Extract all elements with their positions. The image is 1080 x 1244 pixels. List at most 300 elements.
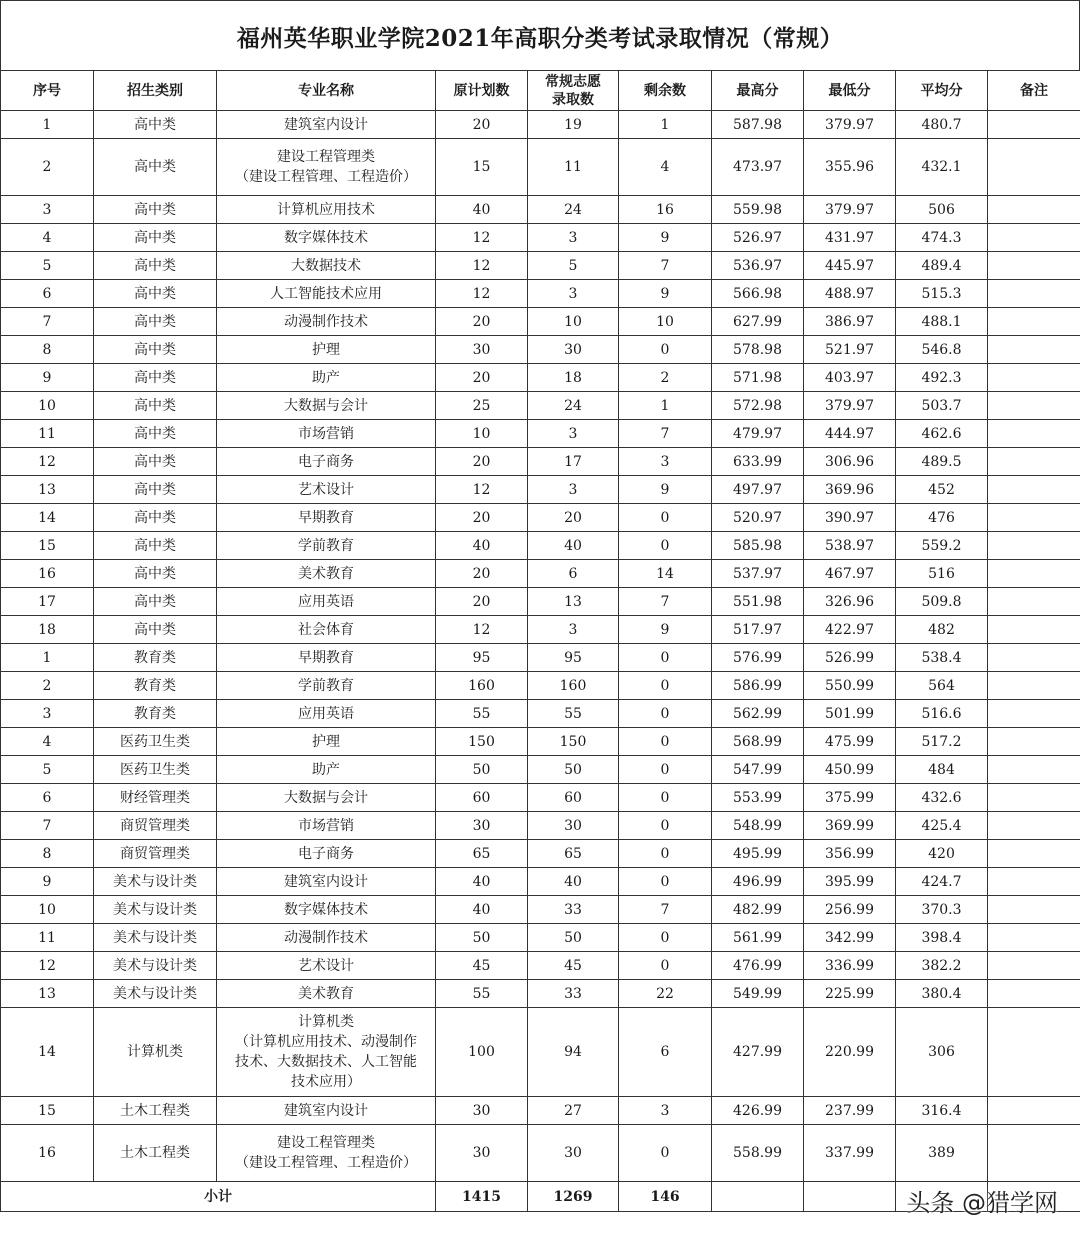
cell-admitted: 30 bbox=[528, 336, 619, 364]
cell-note bbox=[988, 840, 1080, 868]
table-row bbox=[1, 728, 1080, 756]
cell-max-score: 571.98 bbox=[712, 364, 804, 392]
table-row bbox=[1, 644, 1080, 672]
cell-avg-score: 370.3 bbox=[896, 896, 988, 924]
cell-category: 高中类 bbox=[94, 588, 217, 616]
cell-remaining: 0 bbox=[619, 728, 712, 756]
cell-max-score: 526.97 bbox=[712, 224, 804, 252]
cell-avg-score: 420 bbox=[896, 840, 988, 868]
cell-major: 动漫制作技术 bbox=[217, 924, 436, 952]
subtotal-admit: 1269 bbox=[528, 1182, 619, 1212]
cell-category: 高中类 bbox=[94, 560, 217, 588]
cell-index: 2 bbox=[1, 139, 94, 196]
cell-plan: 60 bbox=[436, 784, 528, 812]
cell-admitted: 50 bbox=[528, 756, 619, 784]
table-row bbox=[1, 896, 1080, 924]
cell-category: 美术与设计类 bbox=[94, 896, 217, 924]
table-row bbox=[1, 560, 1080, 588]
cell-min-score: 337.99 bbox=[804, 1125, 896, 1182]
cell-min-score: 403.97 bbox=[804, 364, 896, 392]
cell-plan: 45 bbox=[436, 952, 528, 980]
cell-index: 7 bbox=[1, 812, 94, 840]
cell-max-score: 479.97 bbox=[712, 420, 804, 448]
cell-max-score: 559.98 bbox=[712, 196, 804, 224]
cell-note bbox=[988, 924, 1080, 952]
cell-plan: 40 bbox=[436, 532, 528, 560]
cell-plan: 20 bbox=[436, 448, 528, 476]
cell-avg-score: 476 bbox=[896, 504, 988, 532]
cell-category: 教育类 bbox=[94, 644, 217, 672]
cell-note bbox=[988, 448, 1080, 476]
cell-category: 高中类 bbox=[94, 504, 217, 532]
cell-category: 高中类 bbox=[94, 280, 217, 308]
cell-plan: 20 bbox=[436, 308, 528, 336]
cell-max-score: 476.99 bbox=[712, 952, 804, 980]
cell-category: 高中类 bbox=[94, 336, 217, 364]
table-row bbox=[1, 420, 1080, 448]
cell-plan: 40 bbox=[436, 868, 528, 896]
cell-plan: 12 bbox=[436, 224, 528, 252]
cell-category: 教育类 bbox=[94, 672, 217, 700]
cell-admitted: 160 bbox=[528, 672, 619, 700]
cell-category: 美术与设计类 bbox=[94, 980, 217, 1008]
cell-remaining: 0 bbox=[619, 504, 712, 532]
table-row bbox=[1, 448, 1080, 476]
cell-index: 16 bbox=[1, 560, 94, 588]
cell-major: 应用英语 bbox=[217, 588, 436, 616]
cell-max-score: 427.99 bbox=[712, 1008, 804, 1097]
cell-remaining: 7 bbox=[619, 252, 712, 280]
cell-remaining: 0 bbox=[619, 924, 712, 952]
table-row bbox=[1, 476, 1080, 504]
cell-avg-score: 546.8 bbox=[896, 336, 988, 364]
table-row bbox=[1, 252, 1080, 280]
cell-min-score: 501.99 bbox=[804, 700, 896, 728]
cell-remaining: 0 bbox=[619, 532, 712, 560]
cell-index: 6 bbox=[1, 280, 94, 308]
cell-index: 7 bbox=[1, 308, 94, 336]
cell-min-score: 431.97 bbox=[804, 224, 896, 252]
cell-min-score: 445.97 bbox=[804, 252, 896, 280]
cell-category: 高中类 bbox=[94, 224, 217, 252]
cell-note bbox=[988, 588, 1080, 616]
cell-max-score: 547.99 bbox=[712, 756, 804, 784]
cell-admitted: 19 bbox=[528, 111, 619, 139]
table-row bbox=[1, 784, 1080, 812]
cell-avg-score: 515.3 bbox=[896, 280, 988, 308]
cell-remaining: 9 bbox=[619, 280, 712, 308]
cell-index: 8 bbox=[1, 336, 94, 364]
cell-index: 13 bbox=[1, 476, 94, 504]
cell-note bbox=[988, 476, 1080, 504]
cell-remaining: 16 bbox=[619, 196, 712, 224]
table-row bbox=[1, 588, 1080, 616]
table-row bbox=[1, 812, 1080, 840]
cell-avg-score: 462.6 bbox=[896, 420, 988, 448]
cell-category: 计算机类 bbox=[94, 1008, 217, 1097]
cell-major: 学前教育 bbox=[217, 532, 436, 560]
cell-category: 财经管理类 bbox=[94, 784, 217, 812]
cell-max-score: 587.98 bbox=[712, 111, 804, 139]
cell-plan: 30 bbox=[436, 336, 528, 364]
cell-max-score: 548.99 bbox=[712, 812, 804, 840]
header-cell: 专业名称 bbox=[217, 71, 436, 111]
cell-category: 土木工程类 bbox=[94, 1125, 217, 1182]
cell-max-score: 517.97 bbox=[712, 616, 804, 644]
cell-min-score: 379.97 bbox=[804, 392, 896, 420]
cell-index: 14 bbox=[1, 1008, 94, 1097]
cell-note bbox=[988, 672, 1080, 700]
cell-category: 医药卫生类 bbox=[94, 728, 217, 756]
cell-min-score: 342.99 bbox=[804, 924, 896, 952]
cell-min-score: 386.97 bbox=[804, 308, 896, 336]
cell-major: 数字媒体技术 bbox=[217, 224, 436, 252]
cell-category: 高中类 bbox=[94, 532, 217, 560]
cell-note bbox=[988, 952, 1080, 980]
cell-category: 高中类 bbox=[94, 616, 217, 644]
cell-note bbox=[988, 868, 1080, 896]
cell-admitted: 3 bbox=[528, 616, 619, 644]
cell-remaining: 2 bbox=[619, 364, 712, 392]
cell-index: 11 bbox=[1, 420, 94, 448]
cell-index: 3 bbox=[1, 700, 94, 728]
header-cell: 最高分 bbox=[712, 71, 804, 111]
table-row bbox=[1, 952, 1080, 980]
subtotal-plan: 1415 bbox=[436, 1182, 528, 1212]
cell-max-score: 585.98 bbox=[712, 532, 804, 560]
table-row bbox=[1, 672, 1080, 700]
table-row bbox=[1, 868, 1080, 896]
header-cell: 剩余数 bbox=[619, 71, 712, 111]
cell-min-score: 379.97 bbox=[804, 196, 896, 224]
cell-plan: 15 bbox=[436, 139, 528, 196]
table-row bbox=[1, 616, 1080, 644]
cell-remaining: 9 bbox=[619, 224, 712, 252]
cell-category: 商贸管理类 bbox=[94, 840, 217, 868]
cell-remaining: 0 bbox=[619, 756, 712, 784]
cell-min-score: 336.99 bbox=[804, 952, 896, 980]
cell-admitted: 27 bbox=[528, 1097, 619, 1125]
cell-index: 5 bbox=[1, 252, 94, 280]
table-row bbox=[1, 700, 1080, 728]
cell-note bbox=[988, 336, 1080, 364]
cell-category: 高中类 bbox=[94, 111, 217, 139]
cell-avg-score: 564 bbox=[896, 672, 988, 700]
cell-plan: 30 bbox=[436, 1125, 528, 1182]
cell-remaining: 9 bbox=[619, 616, 712, 644]
table-row bbox=[1, 196, 1080, 224]
cell-admitted: 150 bbox=[528, 728, 619, 756]
cell-avg-score: 492.3 bbox=[896, 364, 988, 392]
cell-index: 1 bbox=[1, 644, 94, 672]
table-row bbox=[1, 840, 1080, 868]
header-cell: 招生类别 bbox=[94, 71, 217, 111]
cell-plan: 55 bbox=[436, 980, 528, 1008]
cell-note bbox=[988, 756, 1080, 784]
table-row bbox=[1, 111, 1080, 139]
cell-index: 11 bbox=[1, 924, 94, 952]
cell-major: 助产 bbox=[217, 756, 436, 784]
header-cell: 常规志愿 录取数 bbox=[528, 71, 619, 111]
cell-index: 16 bbox=[1, 1125, 94, 1182]
cell-min-score: 256.99 bbox=[804, 896, 896, 924]
cell-note bbox=[988, 728, 1080, 756]
table-row bbox=[1, 139, 1080, 196]
cell-min-score: 538.97 bbox=[804, 532, 896, 560]
cell-admitted: 24 bbox=[528, 392, 619, 420]
header-cell: 序号 bbox=[1, 71, 94, 111]
cell-major: 建筑室内设计 bbox=[217, 111, 436, 139]
cell-major: 建筑室内设计 bbox=[217, 868, 436, 896]
cell-remaining: 0 bbox=[619, 672, 712, 700]
cell-avg-score: 316.4 bbox=[896, 1097, 988, 1125]
cell-major: 早期教育 bbox=[217, 644, 436, 672]
cell-max-score: 496.99 bbox=[712, 868, 804, 896]
cell-category: 医药卫生类 bbox=[94, 756, 217, 784]
cell-min-score: 356.99 bbox=[804, 840, 896, 868]
table-row bbox=[1, 756, 1080, 784]
cell-min-score: 326.96 bbox=[804, 588, 896, 616]
cell-index: 15 bbox=[1, 532, 94, 560]
table-row bbox=[1, 532, 1080, 560]
cell-note bbox=[988, 280, 1080, 308]
table-row bbox=[1, 392, 1080, 420]
cell-plan: 50 bbox=[436, 924, 528, 952]
cell-admitted: 33 bbox=[528, 896, 619, 924]
cell-note bbox=[988, 644, 1080, 672]
cell-index: 15 bbox=[1, 1097, 94, 1125]
cell-remaining: 7 bbox=[619, 420, 712, 448]
cell-major: 大数据技术 bbox=[217, 252, 436, 280]
cell-avg-score: 482 bbox=[896, 616, 988, 644]
cell-plan: 20 bbox=[436, 364, 528, 392]
table-row bbox=[1, 336, 1080, 364]
cell-note bbox=[988, 616, 1080, 644]
cell-major: 市场营销 bbox=[217, 420, 436, 448]
cell-plan: 50 bbox=[436, 756, 528, 784]
cell-min-score: 369.99 bbox=[804, 812, 896, 840]
cell-avg-score: 480.7 bbox=[896, 111, 988, 139]
cell-min-score: 237.99 bbox=[804, 1097, 896, 1125]
cell-admitted: 55 bbox=[528, 700, 619, 728]
cell-admitted: 60 bbox=[528, 784, 619, 812]
cell-note bbox=[988, 392, 1080, 420]
cell-admitted: 13 bbox=[528, 588, 619, 616]
cell-major: 建筑室内设计 bbox=[217, 1097, 436, 1125]
cell-avg-score: 398.4 bbox=[896, 924, 988, 952]
subtotal-label: 小计 bbox=[1, 1182, 436, 1212]
cell-plan: 12 bbox=[436, 280, 528, 308]
cell-plan: 40 bbox=[436, 896, 528, 924]
cell-category: 美术与设计类 bbox=[94, 868, 217, 896]
cell-note bbox=[988, 532, 1080, 560]
cell-note bbox=[988, 252, 1080, 280]
table-body bbox=[1, 111, 1080, 1182]
cell-admitted: 20 bbox=[528, 504, 619, 532]
cell-min-score: 369.96 bbox=[804, 476, 896, 504]
table-row bbox=[1, 504, 1080, 532]
cell-plan: 20 bbox=[436, 560, 528, 588]
cell-major: 建设工程管理类 （建设工程管理、工程造价） bbox=[217, 1125, 436, 1182]
cell-major: 助产 bbox=[217, 364, 436, 392]
cell-note bbox=[988, 896, 1080, 924]
cell-note bbox=[988, 224, 1080, 252]
cell-index: 4 bbox=[1, 728, 94, 756]
cell-major: 计算机应用技术 bbox=[217, 196, 436, 224]
cell-note bbox=[988, 364, 1080, 392]
cell-note bbox=[988, 1097, 1080, 1125]
table-row bbox=[1, 1008, 1080, 1097]
cell-note bbox=[988, 420, 1080, 448]
cell-min-score: 488.97 bbox=[804, 280, 896, 308]
cell-index: 9 bbox=[1, 364, 94, 392]
subtotal-empty bbox=[712, 1182, 804, 1212]
cell-admitted: 10 bbox=[528, 308, 619, 336]
cell-admitted: 50 bbox=[528, 924, 619, 952]
cell-index: 2 bbox=[1, 672, 94, 700]
cell-avg-score: 432.6 bbox=[896, 784, 988, 812]
cell-min-score: 450.99 bbox=[804, 756, 896, 784]
cell-avg-score: 509.8 bbox=[896, 588, 988, 616]
cell-max-score: 572.98 bbox=[712, 392, 804, 420]
cell-admitted: 18 bbox=[528, 364, 619, 392]
cell-major: 电子商务 bbox=[217, 840, 436, 868]
cell-min-score: 526.99 bbox=[804, 644, 896, 672]
cell-min-score: 220.99 bbox=[804, 1008, 896, 1097]
header-cell: 原计划数 bbox=[436, 71, 528, 111]
cell-max-score: 568.99 bbox=[712, 728, 804, 756]
cell-max-score: 549.99 bbox=[712, 980, 804, 1008]
cell-plan: 12 bbox=[436, 616, 528, 644]
cell-avg-score: 503.7 bbox=[896, 392, 988, 420]
cell-major: 美术教育 bbox=[217, 560, 436, 588]
cell-avg-score: 516.6 bbox=[896, 700, 988, 728]
cell-plan: 65 bbox=[436, 840, 528, 868]
cell-max-score: 566.98 bbox=[712, 280, 804, 308]
cell-avg-score: 559.2 bbox=[896, 532, 988, 560]
table-row bbox=[1, 280, 1080, 308]
cell-max-score: 578.98 bbox=[712, 336, 804, 364]
cell-plan: 95 bbox=[436, 644, 528, 672]
cell-major: 数字媒体技术 bbox=[217, 896, 436, 924]
cell-category: 高中类 bbox=[94, 448, 217, 476]
cell-remaining: 1 bbox=[619, 392, 712, 420]
cell-avg-score: 380.4 bbox=[896, 980, 988, 1008]
cell-max-score: 473.97 bbox=[712, 139, 804, 196]
cell-avg-score: 488.1 bbox=[896, 308, 988, 336]
cell-min-score: 395.99 bbox=[804, 868, 896, 896]
cell-major: 应用英语 bbox=[217, 700, 436, 728]
cell-major: 建设工程管理类 （建设工程管理、工程造价） bbox=[217, 139, 436, 196]
cell-plan: 40 bbox=[436, 196, 528, 224]
cell-category: 高中类 bbox=[94, 476, 217, 504]
cell-category: 商贸管理类 bbox=[94, 812, 217, 840]
cell-remaining: 10 bbox=[619, 308, 712, 336]
cell-avg-score: 474.3 bbox=[896, 224, 988, 252]
cell-index: 3 bbox=[1, 196, 94, 224]
cell-admitted: 5 bbox=[528, 252, 619, 280]
cell-avg-score: 538.4 bbox=[896, 644, 988, 672]
table-row bbox=[1, 980, 1080, 1008]
cell-note bbox=[988, 1125, 1080, 1182]
cell-major: 艺术设计 bbox=[217, 476, 436, 504]
cell-index: 12 bbox=[1, 952, 94, 980]
cell-min-score: 467.97 bbox=[804, 560, 896, 588]
cell-remaining: 7 bbox=[619, 896, 712, 924]
cell-index: 18 bbox=[1, 616, 94, 644]
cell-remaining: 22 bbox=[619, 980, 712, 1008]
cell-category: 高中类 bbox=[94, 308, 217, 336]
header-row bbox=[1, 71, 1080, 111]
admission-table bbox=[0, 70, 1080, 1212]
cell-major: 动漫制作技术 bbox=[217, 308, 436, 336]
cell-admitted: 40 bbox=[528, 532, 619, 560]
cell-admitted: 95 bbox=[528, 644, 619, 672]
cell-plan: 150 bbox=[436, 728, 528, 756]
cell-avg-score: 516 bbox=[896, 560, 988, 588]
cell-remaining: 0 bbox=[619, 784, 712, 812]
table-row bbox=[1, 1125, 1080, 1182]
cell-admitted: 30 bbox=[528, 1125, 619, 1182]
cell-plan: 20 bbox=[436, 588, 528, 616]
cell-avg-score: 425.4 bbox=[896, 812, 988, 840]
cell-max-score: 426.99 bbox=[712, 1097, 804, 1125]
cell-max-score: 495.99 bbox=[712, 840, 804, 868]
cell-max-score: 627.99 bbox=[712, 308, 804, 336]
cell-min-score: 375.99 bbox=[804, 784, 896, 812]
cell-max-score: 551.98 bbox=[712, 588, 804, 616]
cell-remaining: 4 bbox=[619, 139, 712, 196]
cell-remaining: 0 bbox=[619, 952, 712, 980]
cell-remaining: 0 bbox=[619, 644, 712, 672]
cell-index: 4 bbox=[1, 224, 94, 252]
cell-note bbox=[988, 980, 1080, 1008]
cell-index: 8 bbox=[1, 840, 94, 868]
cell-max-score: 520.97 bbox=[712, 504, 804, 532]
cell-avg-score: 424.7 bbox=[896, 868, 988, 896]
watermark-text: 头条 @猎学网 bbox=[906, 1189, 1058, 1217]
cell-admitted: 24 bbox=[528, 196, 619, 224]
cell-remaining: 0 bbox=[619, 812, 712, 840]
cell-avg-score: 382.2 bbox=[896, 952, 988, 980]
cell-major: 大数据与会计 bbox=[217, 392, 436, 420]
cell-index: 13 bbox=[1, 980, 94, 1008]
cell-major: 艺术设计 bbox=[217, 952, 436, 980]
cell-max-score: 497.97 bbox=[712, 476, 804, 504]
cell-remaining: 0 bbox=[619, 700, 712, 728]
cell-major: 护理 bbox=[217, 336, 436, 364]
header-cell: 平均分 bbox=[896, 71, 988, 111]
cell-avg-score: 517.2 bbox=[896, 728, 988, 756]
cell-category: 高中类 bbox=[94, 420, 217, 448]
table-row bbox=[1, 224, 1080, 252]
cell-admitted: 94 bbox=[528, 1008, 619, 1097]
cell-index: 9 bbox=[1, 868, 94, 896]
cell-plan: 12 bbox=[436, 252, 528, 280]
cell-category: 美术与设计类 bbox=[94, 952, 217, 980]
cell-index: 10 bbox=[1, 896, 94, 924]
cell-remaining: 0 bbox=[619, 840, 712, 868]
cell-note bbox=[988, 560, 1080, 588]
cell-admitted: 3 bbox=[528, 476, 619, 504]
cell-major: 大数据与会计 bbox=[217, 784, 436, 812]
cell-plan: 30 bbox=[436, 812, 528, 840]
cell-remaining: 14 bbox=[619, 560, 712, 588]
cell-category: 教育类 bbox=[94, 700, 217, 728]
cell-min-score: 521.97 bbox=[804, 336, 896, 364]
cell-admitted: 3 bbox=[528, 280, 619, 308]
cell-remaining: 9 bbox=[619, 476, 712, 504]
